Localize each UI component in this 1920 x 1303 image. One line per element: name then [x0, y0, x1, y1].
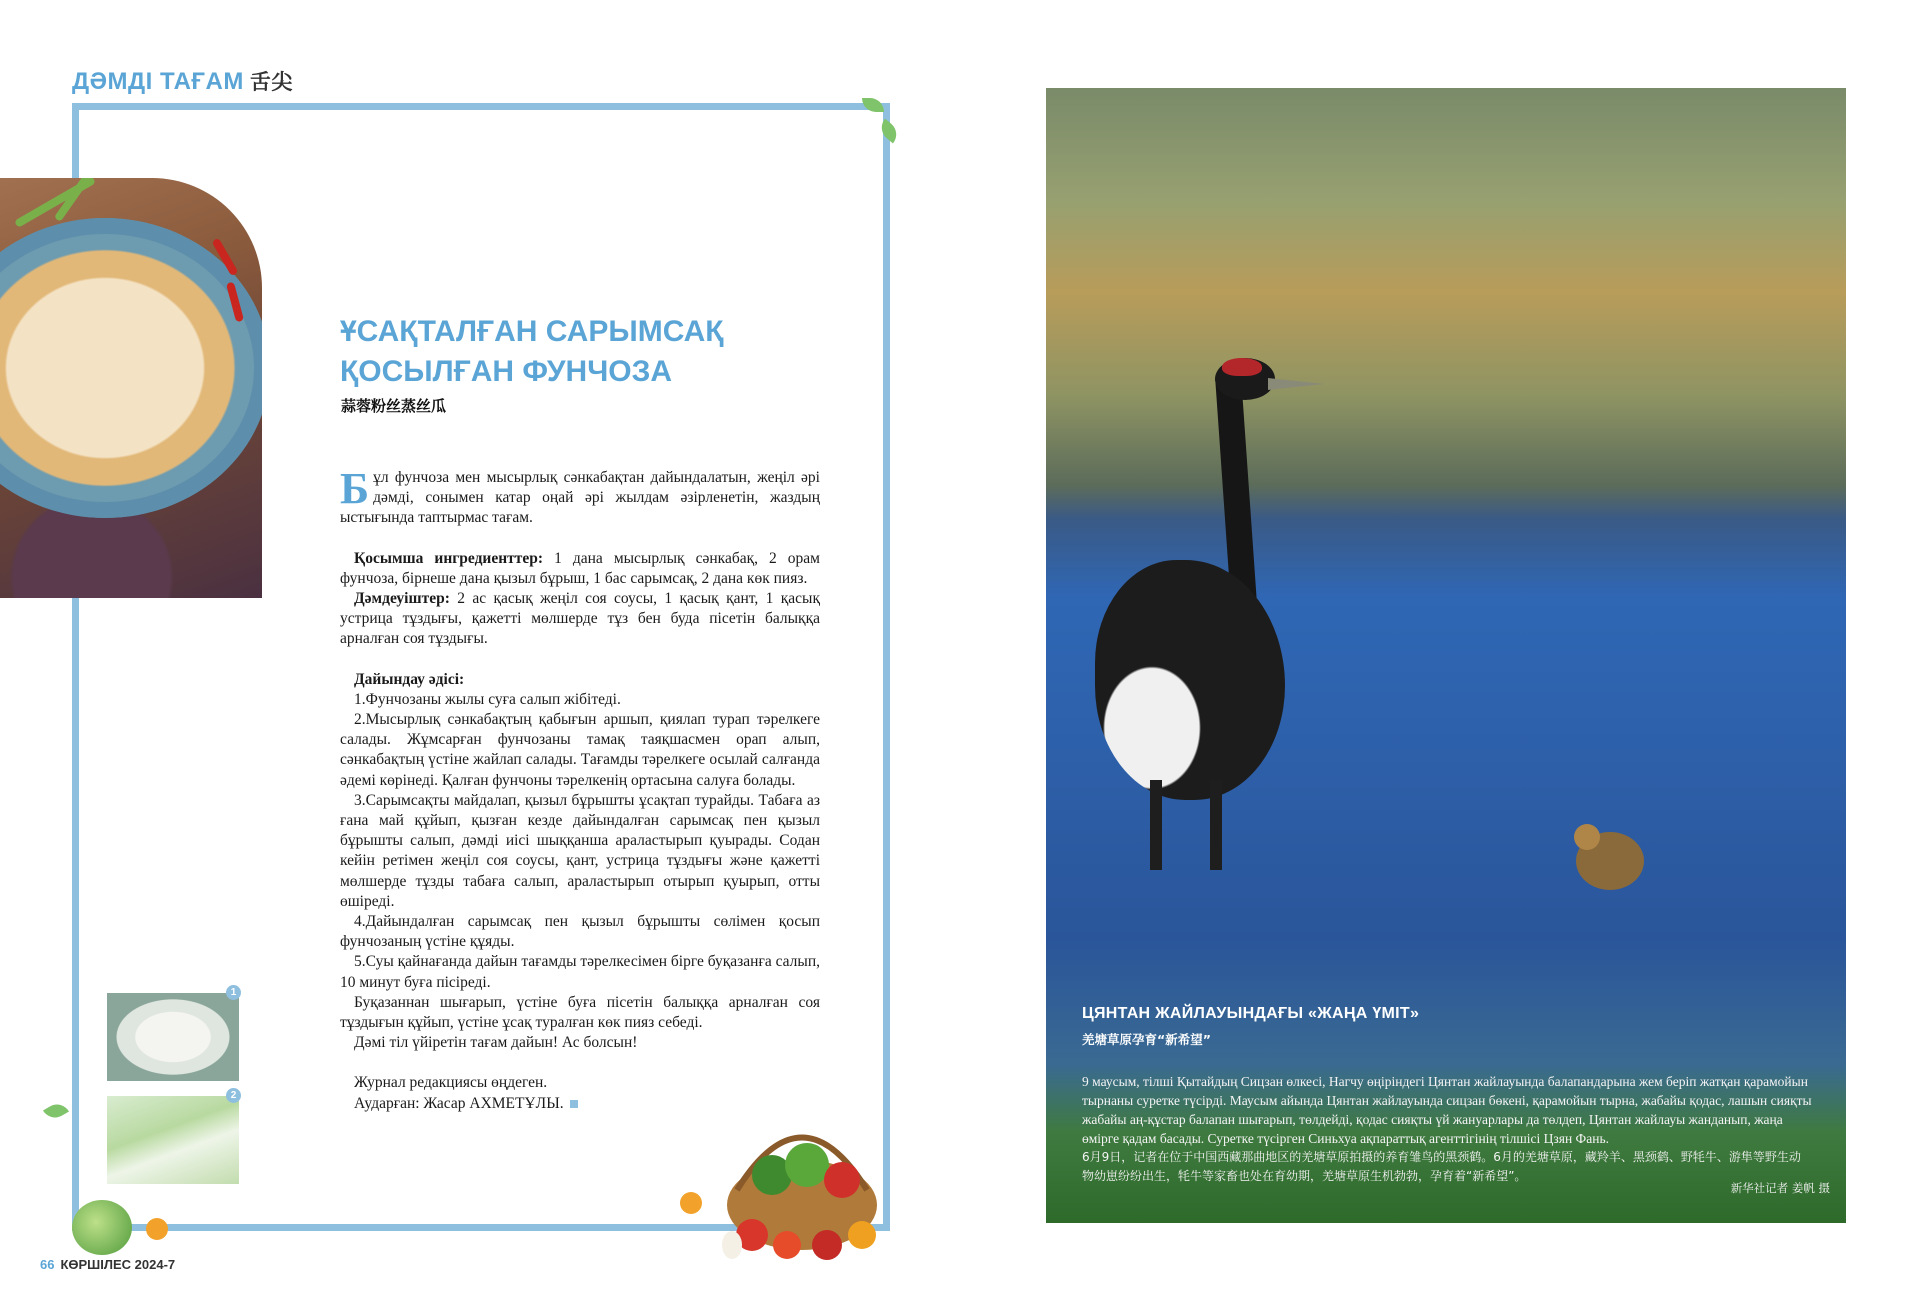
step-1-photo [107, 993, 239, 1081]
caption-title: ЦЯНТАН ЖАЙЛАУЫНДАҒЫ «ЖАҢА ҮМІТ» [1082, 1005, 1420, 1022]
recipe-title: ҰСАҚТАЛҒАН САРЫМСАҚ ҚОСЫЛҒАН ФУНЧОЗА [340, 315, 724, 388]
leaf-decoration-icon [876, 119, 902, 144]
recipe-body [340, 464, 820, 1114]
seasonings-paragraph [340, 589, 820, 650]
method-step: Дәмі тіл үйіретін тағам дайын! Ас болсын! [354, 1034, 638, 1052]
method-step: 4.Дайындалған сарымсақ пен қызыл бұрышты сөлімен қосып фунчозаның үстіне құяды. [340, 913, 820, 951]
intro-text: ұл фунчоза мен мысырлық сәнкабақтан дайындалатын, жеңіл әрі дәмді, сонымен катар оңай әрі жылдам әзірленетін, жаздың ыстығында таптырмас тағам. [340, 469, 820, 527]
crane-leg [1210, 780, 1222, 870]
frame-left-border-bottom [72, 595, 79, 1230]
step-2-badge: 2 [226, 1088, 241, 1103]
vegetable-basket-image [712, 1095, 892, 1267]
caption-text-cn: 6月9日，记者在位于中国西藏那曲地区的羌塘草原拍摄的养育雏鸟的黑颈鹤。6月的羌塘草原，藏羚羊、黑颈鹤、野牦牛、游隼等野生动物幼崽纷纷出生，牦牛等家畜也处在育幼期，羌塘草原生机勃勃，孕育着“新希望”。 [1082, 1150, 1801, 1183]
page-footer [40, 1257, 175, 1272]
end-mark-icon [570, 1100, 578, 1108]
magazine-issue: КӨРШІЛЕС 2024-7 [60, 1257, 176, 1272]
crane-leg [1150, 780, 1162, 870]
seasonings-label: Дәмдеуіштер: [354, 590, 450, 608]
ingredients-paragraph [340, 549, 820, 589]
photo-credit: 新华社记者 姜帆 摄 [1730, 1181, 1830, 1195]
frame-top-border [72, 103, 890, 110]
crane-beak [1268, 378, 1324, 390]
drop-cap: Б [340, 464, 370, 513]
frame-right-border [883, 103, 890, 1231]
method-label: Дайындау әдісі: [354, 670, 465, 688]
orange-slice-icon [146, 1218, 168, 1240]
caption-text-kz: 9 маусым, тілші Қытайдың Сицзан өлкесі, Нагчу өңіріндегі Цянтан жайлауында балапандарына жем беріп жатқан қарамойын тырнаны суретке түсірді. Маусым айында Цянтан жайлауында сицзан бөкені, қарамойын тырна, жабайы қодас, лашын сияқты жабайы аң-құстар балапан шығарып, төлдейді, қодас сияқты үй жануарлары да төлдеп, Цянтан жайлауы жанданып, жаңа өмірге қадам басады. Суретке түсірген Синьхуа ақпараттық агенттігінің тілшісі Цзян Фань. [1082, 1074, 1812, 1146]
method-step: 5.Суы қайнағанда дайын тағамды тәрелкесімен бірге буқазанға салып, 10 минут буға пісіреді. [340, 953, 820, 991]
step-1-badge: 1 [226, 985, 241, 1000]
crane-red-crown [1222, 358, 1262, 376]
frame-left-border-top [72, 103, 79, 181]
ingredients-label: Қосымша ингредиенттер: [354, 549, 544, 567]
translator-credit: Аударған: Жасар АХМЕТҰЛЫ. [340, 1094, 820, 1114]
method-step: 3.Сарымсақты майдалап, қызыл бұрышты ұсақтап турайды. Табаға аз ғана май құйып, қызған кезде дайындалған сарымсақ пен қызыл бұрышты салып, дәмді иісі шыққанша араластырып қуырады. Содан кейін ретімен жеңіл соя соусы, қант, устрица тұздығы және қажетті мөлшерде тұзды табаға салып, араластырып отырып қуырып, отты өшіреді. [340, 791, 820, 910]
method-step: Буқазаннан шығарып, үстіне буға пісетін балыққа арналған соя тұздығын құйып, үстіне ұсақ туралған көк пияз себеді. [340, 993, 820, 1032]
editor-credit: Журнал редакциясы өңдеген. [354, 1074, 548, 1092]
step-2-photo [107, 1096, 239, 1184]
cabbage-decoration-icon [72, 1200, 132, 1255]
caption-subtitle-cn: 羌塘草原孕育“新希望” [1082, 1032, 1211, 1047]
method-step: 1.Фунчозаны жылы суға салып жібітеді. [354, 690, 621, 708]
ingredients-text: 1 дана мысырлық сәнкабақ, 2 орам фунчоза, бірнеше дана қызыл бұрыш, 1 бас сарымсақ, 2 дана көк пияз. [340, 549, 820, 587]
recipe-subtitle-cn: 蒜蓉粉丝蒸丝瓜 [341, 397, 447, 415]
section-header-cn: 舌尖 [249, 70, 293, 94]
seasonings-text: 2 ас қасық жеңіл соя соусы, 1 қасық қант, 1 қасық устрица тұздығы, қажетті мөлшерде тұз бен буда пісетін балыққа арналған соя тұздығы. [340, 590, 820, 648]
section-header [72, 66, 293, 96]
method-step: 2.Мысырлық сәнкабақтың қабығын аршып, қиялап турап тәрелкеге салады. Жұмсарған фунчозаны тамақ таяқшасмен орап алып, сәнкабақтың үстіне жайлап салады. Тағамды тәрелкеге осылай салғанда әдемі көрінеді. Қалған фунчоны тәрелкенің ортасына салуға болады. [340, 711, 820, 789]
dish-photo [0, 178, 262, 598]
orange-slice-icon [680, 1192, 702, 1214]
section-header-kz: ДӘМДІ ТАҒАМ [72, 68, 244, 95]
crane-chick-head [1574, 824, 1600, 850]
plate-rim [0, 218, 262, 518]
leaf-decoration-icon [43, 1099, 69, 1122]
page-number: 66 [40, 1257, 55, 1272]
intro-paragraph [340, 464, 820, 529]
